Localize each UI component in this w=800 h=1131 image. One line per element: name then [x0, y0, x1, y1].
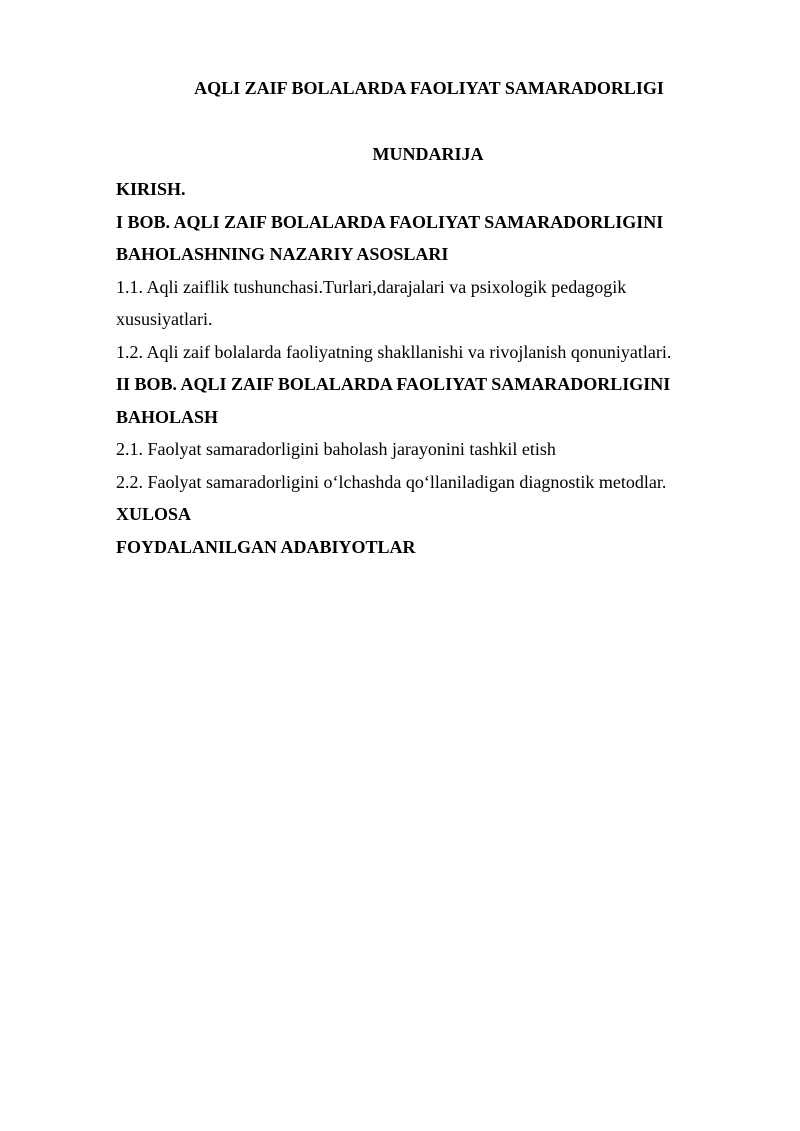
toc-line-section-1-1-part-2: xususiyatlari. [116, 309, 213, 329]
toc-line-introduction: KIRISH. [116, 179, 186, 199]
toc-line-references: FOYDALANILGAN ADABIYOTLAR [116, 536, 416, 557]
contents-heading: MUNDARIJA [372, 144, 484, 164]
table-of-contents [116, 173, 726, 563]
toc-line-chapter-1-title-part-2: BAHOLASHNING NAZARIY ASOSLARI [116, 244, 449, 264]
toc-line-section-1-2: 1.2. Aqli zaif bolalarda faoliyatning shakllanishi va rivojlanish qonuniyatlari. [116, 341, 672, 362]
toc-line-section-1-1-part-1: 1.1. Aqli zaiflik tushunchasi.Turlari,darajalari va psixologik pedagogik [116, 276, 627, 297]
toc-line-section-2-2: 2.2. Faolyat samaradorligini o‘lchashda qo‘llaniladigan diagnostik metodlar. [116, 471, 667, 492]
toc-line-chapter-2-title-part-1: II BOB. AQLI ZAIF BOLALARDA FAOLIYAT SAMARADORLIGINI [116, 374, 671, 394]
document-title: AQLI ZAIF BOLALARDA FAOLIYAT SAMARADORLIGI [194, 78, 664, 98]
toc-line-chapter-2-title-part-2: BAHOLASH [116, 406, 219, 427]
toc-line-section-2-1: 2.1. Faolyat samaradorligini baholash jarayonini tashkil etish [116, 439, 556, 459]
toc-line-conclusion: XULOSA [116, 504, 192, 524]
toc-line-chapter-1-title-part-1: I BOB. AQLI ZAIF BOLALARDA FAOLIYAT SAMARADORLIGINI [116, 211, 664, 232]
